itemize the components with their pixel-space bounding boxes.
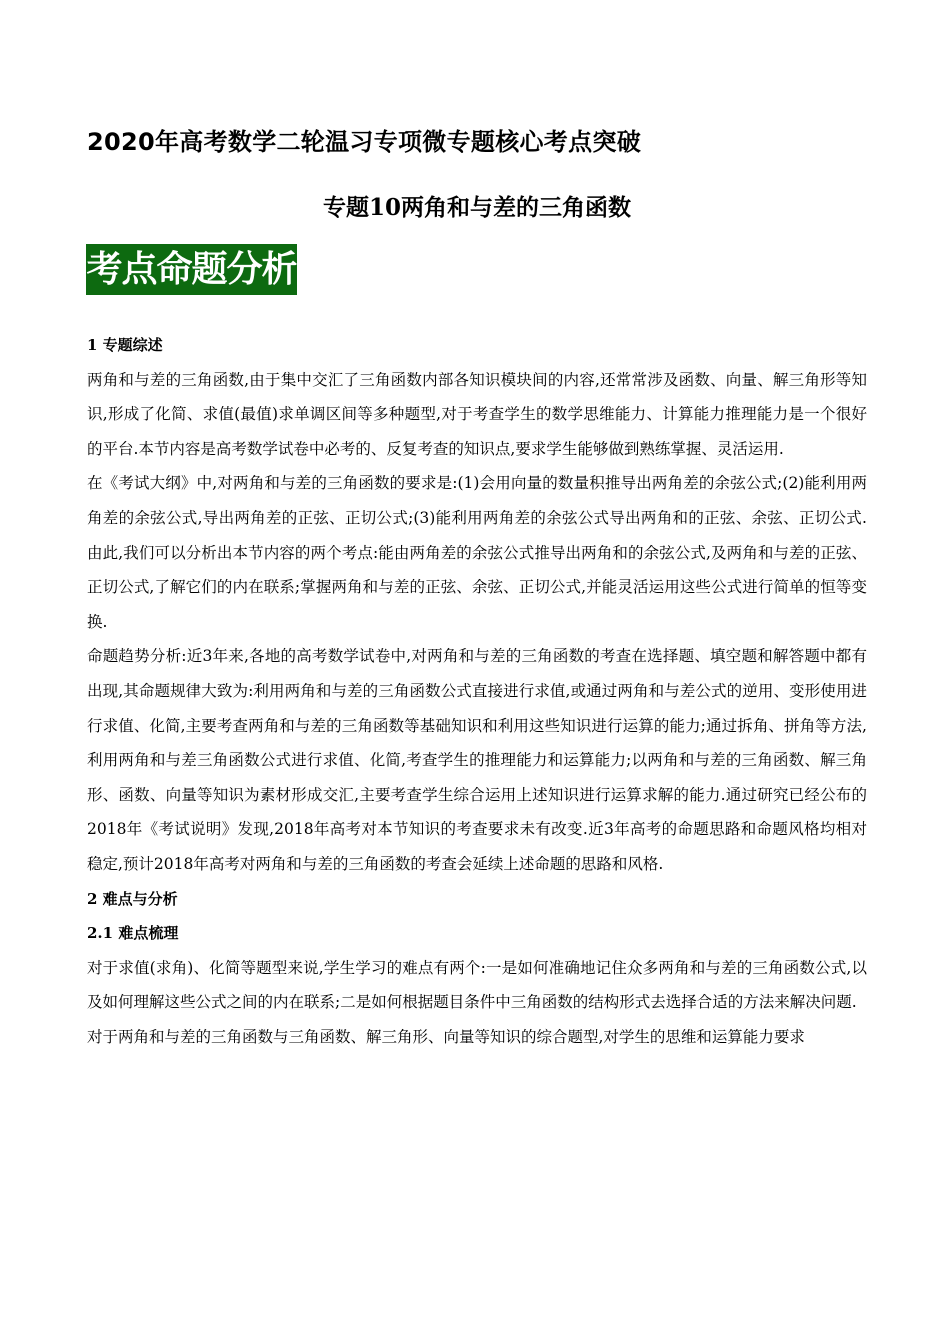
- document-subtitle: 专题10两角和与差的三角函数: [322, 194, 631, 221]
- paragraph-overview: 两角和与差的三角函数,由于集中交汇了三角函数内部各知识模块间的内容,还常常涉及函数、向量、解三角形等知识,形成了化简、求值(最值)求单调区间等多种题型,对于考查学生的数学思维能力、计算能力推理能力是一个很好的平台.本节内容是高考数学试卷中必考的、反复考查的知识点,要求学生能够做到熟练掌握、灵活运用.: [87, 370, 867, 458]
- paragraph-trend-analysis: 命题趋势分析:近3年来,各地的高考数学试卷中,对两角和与差的三角函数的考查在选择题、填空题和解答题中都有出现,其命题规律大致为:利用两角和与差的三角函数公式直接进行求值,或通过两角和与差公式的逆用、变形使用进行求值、化简,主要考查两角和与差的三角函数等基础知识和利用这些知识进行运算的能力;通过拆角、拼角等方法,利用两角和与差三角函数公式进行求值、化简,考查学生的推理能力和运算能力;以两角和与差的三角函数、解三角形、函数、向量等知识为素材形成交汇,主要考查学生综合运用上述知识进行运算求解的能力.通过研究已经公布的2018年《考试说明》发现,2018年高考对本节知识的考查要求未有改变.近3年高考的命题思路和命题风格均相对稳定,预计2018年高考对两角和与差的三角函数的考查会延续上述命题的思路和风格.: [87, 647, 867, 873]
- section-heading-difficulties: 2 难点与分析: [87, 889, 178, 908]
- paragraph-syllabus: 在《考试大纲》中,对两角和与差的三角函数的要求是:(1)会用向量的数量积推导出两角差的余弦公式;(2)能利用两角差的余弦公式,导出两角差的正弦、正切公式;(3)能利用两角差的余弦公式导出两角和的正弦、余弦、正切公式.由此,我们可以分析出本节内容的两个考点:能由两角差的余弦公式推导出两角和的余弦公式,及两角和与差的正弦、正切公式,了解它们的内在联系;掌握两角和与差的正弦、余弦、正切公式,并能灵活运用这些公式进行简单的恒等变换.: [87, 474, 867, 631]
- document-body: [87, 328, 867, 1054]
- section-heading-overview: 1 专题综述: [87, 336, 163, 354]
- paragraph-difficulty-one: 对于求值(求角)、化简等题型来说,学生学习的难点有两个:一是如何准确地记住众多两角和与差的三角函数公式,以及如何理解这些公式之间的内在联系;二是如何根据题目条件中三角函数的结构形式去选择合适的方法来解决问题.: [87, 958, 867, 1012]
- section-banner: 考点命题分析: [86, 244, 297, 295]
- document-title: 2020年高考数学二轮温习专项微专题核心考点突破: [87, 128, 641, 156]
- subsection-heading-difficulty-review: 2.1 难点梳理: [87, 924, 179, 943]
- paragraph-difficulty-two: 对于两角和与差的三角函数与三角函数、解三角形、向量等知识的综合题型,对学生的思维和运算能力要求: [87, 1027, 805, 1046]
